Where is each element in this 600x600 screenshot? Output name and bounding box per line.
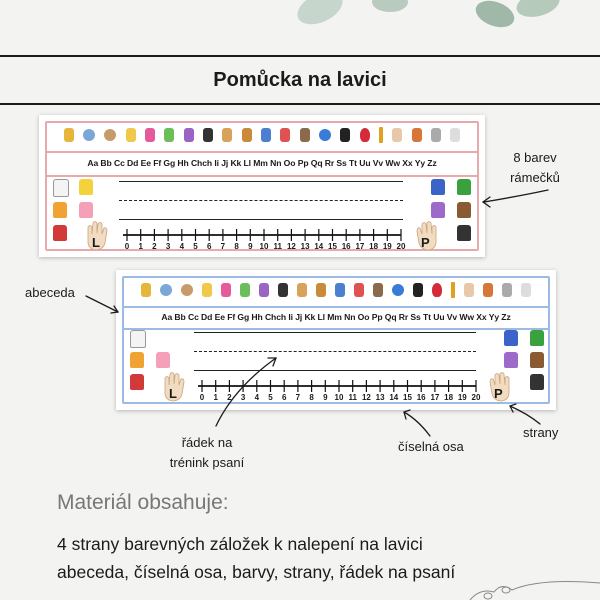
material-line-2: abeceda, číselná osa, barvy, strany, řádek na psaní bbox=[57, 562, 456, 582]
material-heading: Materiál obsahuje: bbox=[57, 491, 229, 514]
label-frames-part: 8 barev bbox=[513, 150, 557, 165]
label-sides: strany bbox=[523, 425, 559, 440]
number-label: 15 bbox=[328, 242, 337, 251]
number-label: 3 bbox=[165, 242, 171, 251]
number-label: 18 bbox=[444, 393, 454, 402]
number-label: 1 bbox=[138, 242, 143, 251]
label-frames bbox=[499, 148, 571, 188]
number-label: 16 bbox=[341, 242, 351, 251]
alphabet-text: Aa Bb Cc Dd Ee Ff Gg Hh Chch Ii Jj Kk Ll Mm Nn Oo Pp Qq Rr Ss Tt Uu Vv Ww Xx Yy Zz bbox=[87, 158, 437, 168]
number-label: 19 bbox=[382, 242, 392, 251]
label-frames-part: rámečků bbox=[510, 170, 560, 185]
right-hand-letter: P bbox=[421, 235, 430, 250]
number-label: 20 bbox=[471, 393, 481, 402]
number-label: 16 bbox=[416, 393, 426, 402]
number-label: 6 bbox=[281, 393, 287, 402]
label-number-line: číselná osa bbox=[398, 439, 464, 454]
number-label: 19 bbox=[457, 393, 467, 402]
number-label: 8 bbox=[234, 242, 239, 251]
left-hand-letter: L bbox=[92, 235, 100, 250]
number-label: 11 bbox=[348, 393, 357, 402]
number-label: 20 bbox=[396, 242, 406, 251]
number-label: 0 bbox=[199, 393, 205, 402]
number-label: 15 bbox=[403, 393, 412, 402]
number-label: 13 bbox=[300, 242, 310, 251]
left-hand-letter: L bbox=[169, 386, 177, 401]
alphabet-text: Aa Bb Cc Dd Ee Ff Gg Hh Chch Ii Jj Kk Ll Mm Nn Oo Pp Qq Rr Ss Tt Uu Vv Ww Xx Yy Zz bbox=[161, 312, 511, 322]
right-hand-letter: P bbox=[494, 386, 503, 401]
label-alphabet: abeceda bbox=[25, 285, 75, 300]
number-label: 5 bbox=[268, 393, 273, 402]
number-label: 6 bbox=[206, 242, 212, 251]
material-line-1: 4 strany barevných záložek k nalepení na lavici bbox=[57, 534, 423, 554]
number-label: 3 bbox=[240, 393, 246, 402]
number-label: 9 bbox=[323, 393, 328, 402]
number-label: 4 bbox=[179, 242, 185, 251]
number-label: 9 bbox=[248, 242, 253, 251]
number-label: 2 bbox=[152, 242, 157, 251]
number-label: 10 bbox=[259, 242, 269, 251]
number-label: 14 bbox=[314, 242, 324, 251]
number-label: 7 bbox=[295, 393, 301, 402]
number-label: 17 bbox=[355, 242, 365, 251]
number-label: 10 bbox=[334, 393, 344, 402]
number-label: 8 bbox=[309, 393, 314, 402]
number-label: 5 bbox=[193, 242, 198, 251]
number-label: 0 bbox=[124, 242, 130, 251]
number-label: 12 bbox=[286, 242, 296, 251]
number-label: 1 bbox=[213, 393, 218, 402]
number-label: 11 bbox=[273, 242, 282, 251]
number-label: 17 bbox=[430, 393, 440, 402]
number-label: 4 bbox=[254, 393, 260, 402]
number-label: 2 bbox=[227, 393, 232, 402]
number-label: 13 bbox=[375, 393, 385, 402]
number-label: 18 bbox=[369, 242, 379, 251]
label-writing-line: řádek na trénink psaní bbox=[169, 435, 245, 470]
number-label: 12 bbox=[361, 393, 371, 402]
number-label: 7 bbox=[220, 242, 226, 251]
page-title: Pomůcka na lavici bbox=[213, 69, 387, 91]
number-label: 14 bbox=[389, 393, 399, 402]
